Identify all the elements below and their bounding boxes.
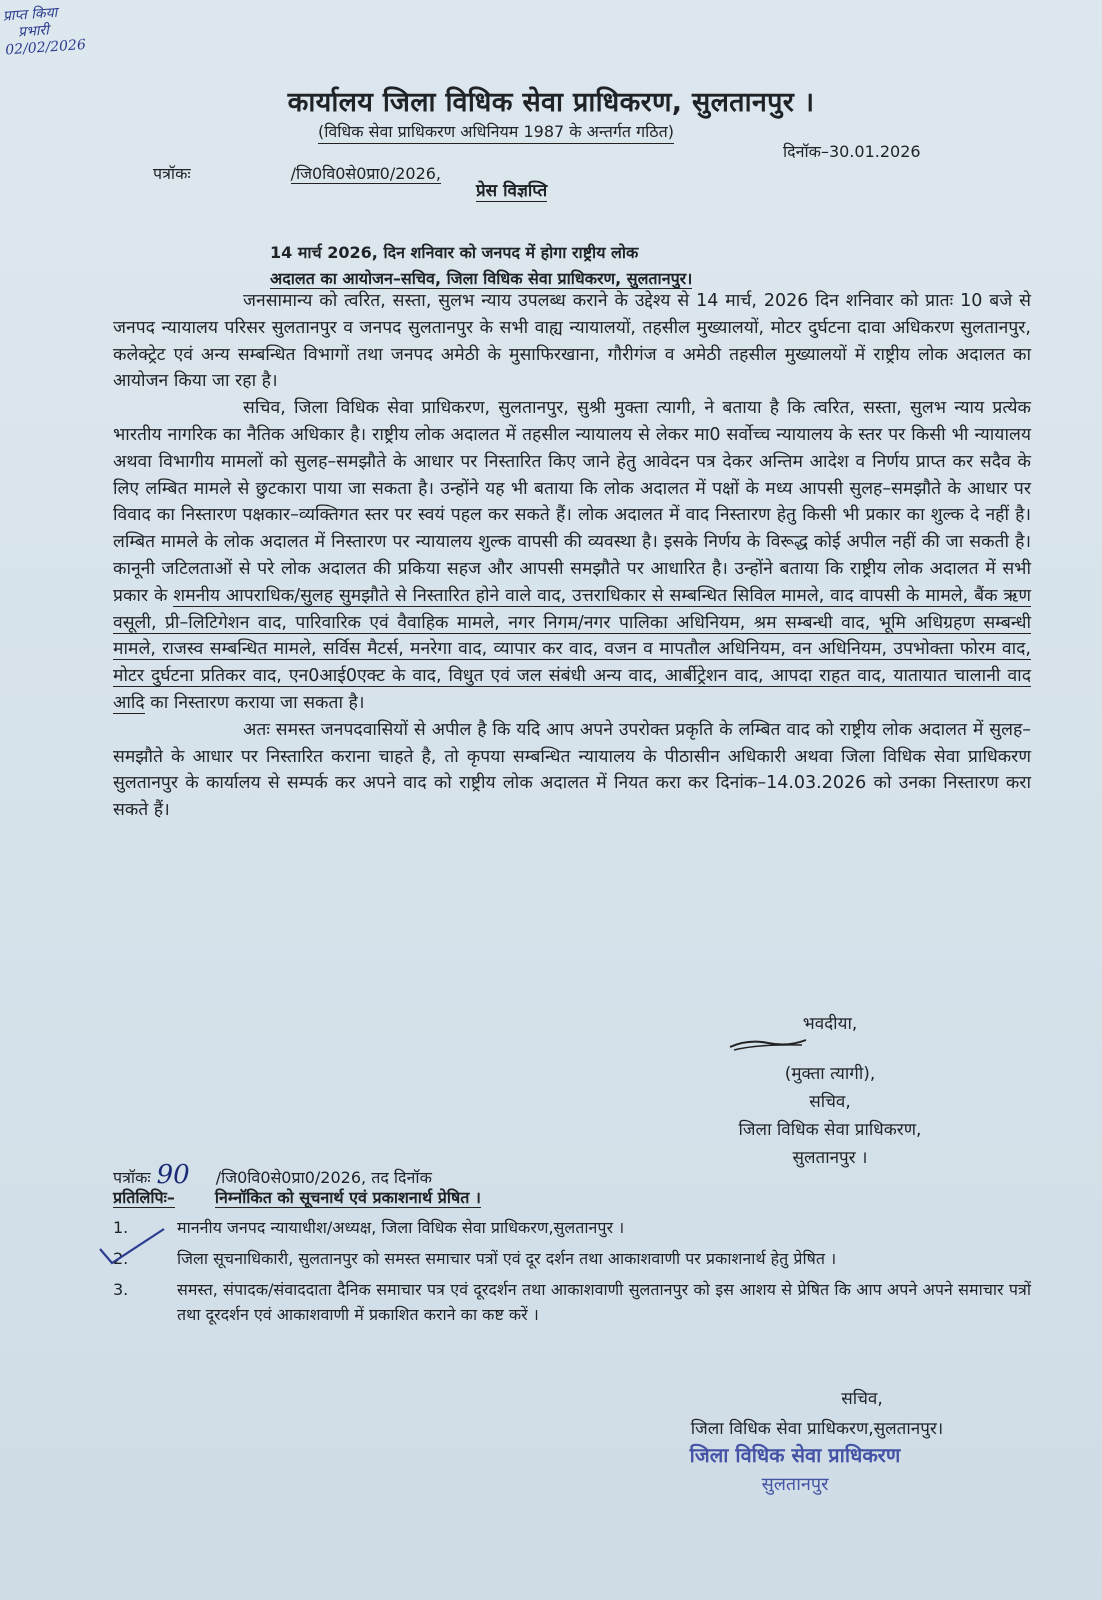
para2-text-b: का निस्तारण कराया जा सकता है। (144, 692, 365, 713)
signature-scribble (728, 1037, 808, 1051)
list-item-number: 1. (113, 1218, 129, 1237)
stamp-line-2: सुलतानपुर (761, 1474, 829, 1495)
list-item-number: 2. (113, 1249, 129, 1268)
copy-label: प्रतिलिपिः– (113, 1188, 175, 1207)
tick-mark-icon (98, 1227, 168, 1267)
handnote-line-2: प्रभारी (17, 22, 50, 41)
copy-ref-label: पत्रॉकः (113, 1168, 151, 1187)
list-item (113, 1215, 1031, 1240)
list-item-text: जिला सूचनाधिकारी, सुलतानपुर को समस्त समाचार पत्रों एवं दूर दर्शन तथा आकाशवाणी पर प्रकाशनार्थ हेतु प्रेषित । (177, 1249, 837, 1268)
headline-line-2: अदालत का आयोजन–सचिव, जिला विधिक सेवा प्राधिकरण, सुलतानपुर। (270, 269, 693, 288)
para2-text-a: सचिव, जिला विधिक सेवा प्राधिकरण, सुलतानपुर, सुश्री मुक्ता त्यागी, ने बताया है कि त्वरित, सस्ता, सुलभ न्याय प्रत्येक भारतीय नागरिक का नैतिक अधिकार है। राष्ट्रीय लोक अदालत में तहसील न्यायालय से लेकर मा0 सर्वोच्च न्यायालय के स्तर पर किसी भी न्यायालय अथवा विभागीय मामलों को सुलह–समझौते के आधार पर निस्तारित किए जाने हेतु आवेदन पत्र देकर अन्तिम आदेश व निर्णय प्राप्त कर सदैव के लिए लम्बित मामले से छुटकारा पाया जा सकता है। उन्होंने यह भी बताया कि लोक अदालत में पक्षों के मध्य आपसी सुलह–समझौते के आधार पर विवाद का निस्तारण पक्षकार–व्यक्तिगत स्तर पर स्वयं पहल कर सकते हैं। लोक अदालत में वाद निस्तारण हेतु किसी भी प्रकार का शुल्क दे नहीं है। लम्बित मामले के लोक अदालत में निस्तारण पर न्यायालय शुल्क वापसी की व्यवस्था है। इसके निर्णय के विरूद्ध कोई अपील नहीं की जा सकती है। कानूनी जटिलताओं से परे लोक अदालत की प्रकिया सहज और आपसी समझौते पर आधारित है। उन्होंने बताया कि राष्ट्रीय लोक अदालत में सभी प्रकार के (113, 398, 1031, 606)
handnote-line-3: 02/02/2026 (4, 36, 87, 59)
list-item (113, 1277, 1031, 1327)
ref-number: /जि0वि0से0प्रा0/2026, (290, 164, 442, 183)
signatory-office: जिला विधिक सेवा प्राधिकरण, (738, 1120, 922, 1140)
case-types-underlined: शमनीय आपराधिक/सुलह सुमझौते से निस्तारित होने वाले वाद, उत्तराधिकार से सम्बन्धित सिविल मामले, वाद वापसी के मामले, बैंक ऋण वसूली, प्री–लिटिगेशन वाद, पारिवारिक एवं वैवाहिक मामले, नगर निगम/नगर पालिका अधिनियम, श्रम सम्बन्धी वाद, भूमि अधिग्रहण सम्बन्धी मामले, राजस्व सम्बन्धित मामले, सर्विस मैटर्स, मनरेगा वाद, व्यापार कर वाद, वजन व मापतौल अधिनियम, वन अधिनियम, उपभोक्ता फोरम वाद, मोटर दुर्घटना प्रतिकर वाद, एन0आई0एक्ट के वाद, विधुत एवं जल संबंधी अन्य वाद, आर्बीट्रेशन वाद, आपदा राहत वाद, यातायात चालानी वाद आदि (113, 585, 1031, 713)
office-title: कार्यालय जिला विधिक सेवा प्राधिकरण, सुलतानपुर । (287, 87, 815, 118)
body-paragraph-2 (113, 395, 1031, 717)
signatory-place: सुलतानपुर । (792, 1148, 868, 1168)
copy-ref-handwritten-number: 90 (156, 1160, 190, 1190)
signatory-name: (मुक्ता त्यागी), (784, 1064, 876, 1084)
list-item-text: माननीय जनपद न्यायाधीश/अध्यक्ष, जिला विधिक सेवा प्राधिकरण,सुलतानपुर । (177, 1218, 625, 1237)
press-release-heading: प्रेस विज्ञप्ति (476, 178, 547, 202)
handnote-line-1: प्राप्त किया (2, 4, 58, 25)
letter-date: दिनॉक–30.01.2026 (783, 142, 921, 161)
letter-reference (153, 162, 441, 184)
second-designation: सचिव, (841, 1389, 883, 1409)
office-stamp (660, 1440, 930, 1500)
ref-label: पत्रॉकः (153, 164, 191, 183)
handwritten-receipt-note (2, 0, 135, 59)
list-item (113, 1246, 1031, 1271)
headline-line-1: 14 मार्च 2026, दिन शनिवार को जनपद में होगा राष्ट्रीय लोक (270, 243, 639, 262)
office-subtitle: (विधिक सेवा प्राधिकरण अधिनियम 1987 के अन्तर्गत गठित) (318, 120, 674, 144)
headline (270, 240, 830, 292)
second-office: जिला विधिक सेवा प्राधिकरण,सुलतानपुर। (690, 1419, 944, 1439)
body-paragraph-1: जनसामान्य को त्वरित, सस्ता, सुलभ न्याय उपलब्ध कराने के उद्देश्य से 14 मार्च, 2026 दिन शनिवार को प्रातः 10 बजे से जनपद न्यायालय परिसर सुलतानपुर व जनपद सुलतानपुर के सभी वाह्य न्यायालयों, तहसील मुख्यालयों, मोटर दुर्घटना दावा अधिकरण सुलतानपुर, कलेक्ट्रेट एवं अन्य सम्बन्धित विभागों तथा जनपद अमेठी के मुसाफिरखाना, गौरीगंज व अमेठी तहसील मुख्यालयों में राष्ट्रीय लोक अदालत का आयोजन किया जा रहा है। (113, 291, 1031, 392)
copy-recipient-list (113, 1215, 1031, 1333)
list-item-number: 3. (113, 1280, 129, 1299)
body-paragraph-3: अतः समस्त जनपदवासियों से अपील है कि यदि आप अपने उपरोक्त प्रकृति के लम्बित वाद को राष्ट्रीय लोक अदालत में सुलह–समझौते के आधार पर निस्तारित कराना चाहते है, तो कृपया सम्बन्धित न्यायालय के पीठासीन अधिकारी अथवा जिला विधिक सेवा प्राधिकरण सुलतानपुर के कार्यालय से सम्पर्क कर अपने वाद को राष्ट्रीय लोक अदालत में नियत करा कर दिनांक–14.03.2026 को उनका निस्तारण करा सकते हैं। (113, 719, 1031, 821)
signatory-designation: सचिव, (809, 1092, 851, 1112)
copy-to-heading (113, 1186, 481, 1208)
salutation: भवदीया, (802, 1014, 858, 1034)
list-item-text: समस्त, संपादक/संवाददाता दैनिक समाचार पत्र एवं दूरदर्शन तथा आकाशवाणी सुलतानपुर को इस आशय से प्रेषित कि आप अपने अपने समाचार पत्रों तथा दूरदर्शन एवं आकाशवाणी में प्रकाशित कराने का कष्ट करें । (177, 1280, 1031, 1324)
copy-purpose: निम्नॉकित को सूचनार्थ एवं प्रकाशनार्थ प्रेषित । (214, 1188, 481, 1207)
copy-ref-rest: /जि0वि0से0प्रा0/2026, तद दिनॉक (215, 1168, 432, 1187)
closing-signature-block (700, 1010, 960, 1172)
second-signature-block (637, 1384, 997, 1444)
letter-body (113, 288, 1031, 824)
stamp-line-1: जिला विधिक सेवा प्राधिकरण (689, 1443, 901, 1467)
